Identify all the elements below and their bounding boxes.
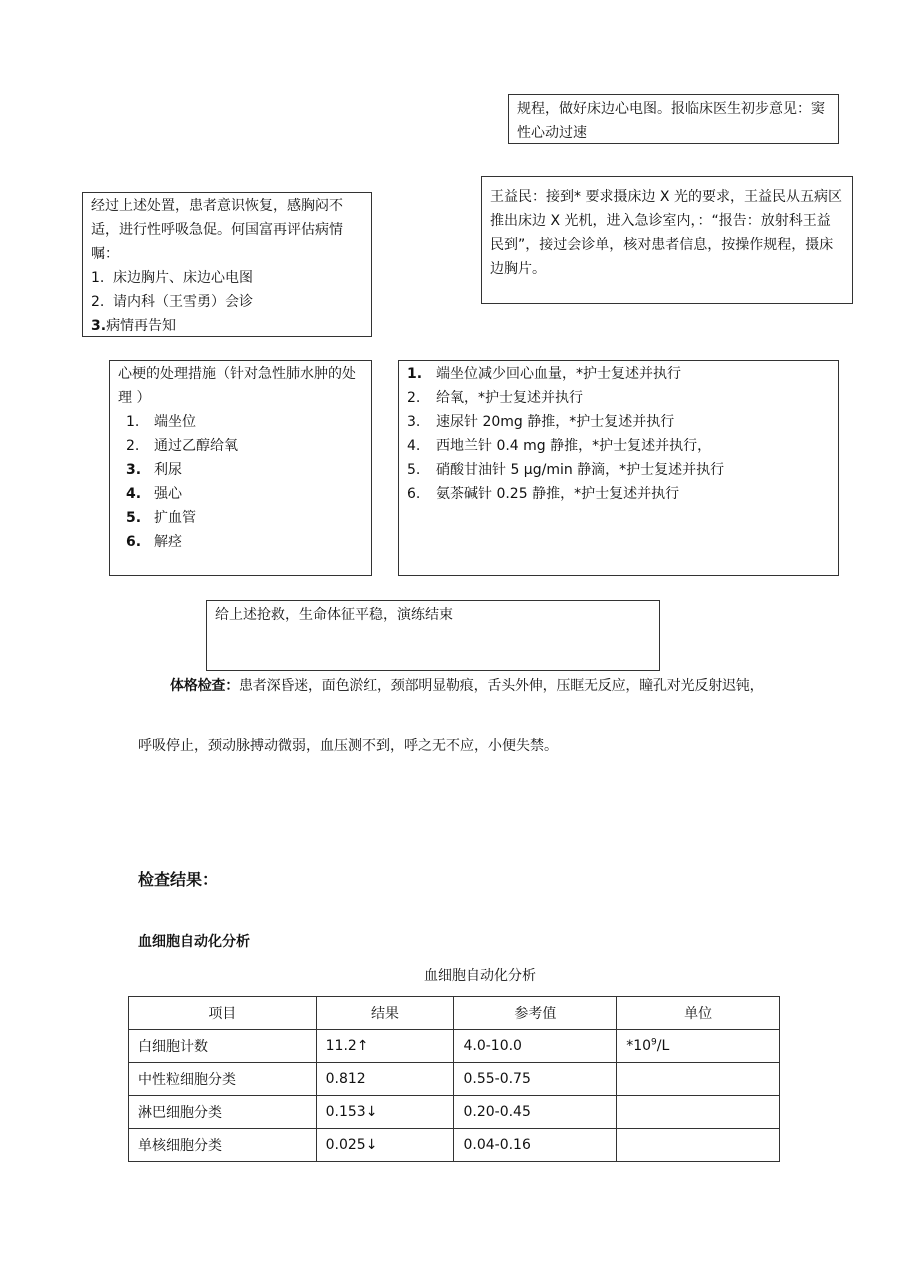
- physical-exam-text-cont: 呼吸停止，颈动脉搏动微弱，血压测不到，呼之无不应，小便失禁。: [138, 738, 558, 754]
- header-reference: 参考值: [454, 997, 617, 1030]
- list-item: [407, 482, 830, 506]
- drill-end-text: 给上述抢救，生命体征平稳，演练结束: [215, 607, 453, 623]
- list-text: 解痉: [154, 534, 182, 550]
- table-row: [129, 1063, 780, 1096]
- table-row: [129, 1129, 780, 1162]
- cell-unit: [617, 1030, 780, 1063]
- list-text: 利尿: [154, 462, 182, 478]
- execution-box: [398, 360, 839, 576]
- list-item: [91, 314, 363, 338]
- list-number: 1.: [126, 414, 140, 430]
- cell-result: 0.025↓: [316, 1129, 454, 1162]
- cell-unit: [617, 1096, 780, 1129]
- list-text: 端坐位: [154, 414, 196, 430]
- table-row: [129, 1030, 780, 1063]
- list-text: 硝酸甘油针 5 μg/min 静滴，*护士复述并执行: [436, 462, 725, 478]
- list-text: 请内科（王雪勇）会诊: [113, 294, 253, 310]
- list-item: [407, 434, 830, 458]
- cell-reference: 0.20-0.45: [454, 1096, 617, 1129]
- drill-end-box: [206, 600, 660, 671]
- mi-treatment-list: [118, 410, 363, 554]
- list-text: 强心: [154, 486, 182, 502]
- results-heading: 检查结果：: [138, 870, 219, 889]
- table-header-row: [129, 997, 780, 1030]
- list-text: 端坐位减少回心血量，*护士复述并执行: [436, 366, 681, 382]
- list-text: 病情再告知: [106, 318, 177, 334]
- blood-analysis-heading: 血细胞自动化分析: [138, 934, 250, 950]
- cell-result: 11.2↑: [316, 1030, 454, 1063]
- list-item: [407, 410, 830, 434]
- list-text: 西地兰针 0.4 mg 静推，*护士复述并执行，: [436, 438, 712, 454]
- cell-reference: 0.04-0.16: [454, 1129, 617, 1162]
- list-item: [126, 434, 363, 458]
- physical-exam-line-1: [170, 674, 870, 698]
- list-number: 2.: [126, 438, 140, 454]
- xray-note-text: 王益民：接到* 要求摄床边 X 光的要求，王益民从五病区推出床边 X 光机，进入急诊室内，：“报告：放射科王益民到”，接过会诊单，核对患者信息，按操作规程，摄床边胸片。: [490, 189, 842, 277]
- list-number: 5.: [407, 462, 421, 478]
- list-item: [91, 266, 363, 290]
- physical-exam-text: 患者深昏迷，面色淤红，颈部明显勒痕，舌头外伸，压眶无反应，瞳孔对光反射迟钝，: [239, 678, 764, 694]
- list-number: 4.: [407, 438, 421, 454]
- list-text: 床边胸片、床边心电图: [113, 270, 253, 286]
- list-number: 4.: [126, 486, 142, 502]
- list-item: [126, 506, 363, 530]
- list-item: [407, 458, 830, 482]
- recovery-note-box: [82, 192, 372, 337]
- list-item: [126, 410, 363, 434]
- ecg-note-text: 规程，做好床边心电图。报临床医生初步意见：窦性心动过速: [517, 101, 825, 141]
- list-item: [126, 458, 363, 482]
- list-number: 3.: [126, 462, 142, 478]
- execution-list: [407, 362, 830, 506]
- list-text: 通过乙醇给氧: [154, 438, 238, 454]
- cell-unit: [617, 1129, 780, 1162]
- cell-result: 0.812: [316, 1063, 454, 1096]
- table-row: [129, 1096, 780, 1129]
- list-number: 5.: [126, 510, 142, 526]
- list-number: 2.: [407, 390, 421, 406]
- physical-exam-label: 体格检查：: [170, 678, 239, 694]
- ecg-note-box: [508, 94, 839, 144]
- list-number: 6.: [407, 486, 421, 502]
- table-caption: 血细胞自动化分析: [424, 968, 536, 984]
- list-number: 1.: [407, 366, 423, 382]
- list-number: 1.: [91, 270, 105, 286]
- cell-reference: 4.0-10.0: [454, 1030, 617, 1063]
- mi-treatment-box: [109, 360, 372, 576]
- cell-item: 白细胞计数: [129, 1030, 317, 1063]
- physical-exam-line-2: [138, 734, 838, 758]
- list-text: 速尿针 20mg 静推，*护士复述并执行: [436, 414, 675, 430]
- list-number: 2.: [91, 294, 105, 310]
- cell-reference: 0.55-0.75: [454, 1063, 617, 1096]
- unit-tail: /L: [656, 1038, 670, 1054]
- header-unit: 单位: [617, 997, 780, 1030]
- cell-item: 单核细胞分类: [129, 1129, 317, 1162]
- list-number: 3.: [407, 414, 421, 430]
- list-item: [126, 530, 363, 554]
- xray-note-box: [481, 176, 853, 304]
- list-number: 3.: [91, 318, 107, 334]
- header-item: 项目: [129, 997, 317, 1030]
- cell-item: 中性粒细胞分类: [129, 1063, 317, 1096]
- cell-unit: [617, 1063, 780, 1096]
- unit-exponent: 9: [651, 1037, 657, 1048]
- list-text: 扩血管: [154, 510, 196, 526]
- list-item: [407, 362, 830, 386]
- list-item: [407, 386, 830, 410]
- cell-result: 0.153↓: [316, 1096, 454, 1129]
- recovery-intro: 经过上述处置，患者意识恢复，感胸闷不适，进行性呼吸急促。何国富再评估病情嘱：: [91, 198, 343, 262]
- list-text: 氨茶碱针 0.25 静推，*护士复述并执行: [436, 486, 680, 502]
- list-item: [126, 482, 363, 506]
- blood-results-table: [128, 996, 780, 1162]
- header-result: 结果: [316, 997, 454, 1030]
- unit-base: *10: [626, 1038, 652, 1054]
- mi-treatment-title: 心梗的处理措施（针对急性肺水肿的处理 ）: [118, 366, 356, 406]
- list-item: [91, 290, 363, 314]
- cell-item: 淋巴细胞分类: [129, 1096, 317, 1129]
- list-text: 给氧，*护士复述并执行: [436, 390, 583, 406]
- recovery-order-list: [91, 266, 363, 338]
- list-number: 6.: [126, 534, 142, 550]
